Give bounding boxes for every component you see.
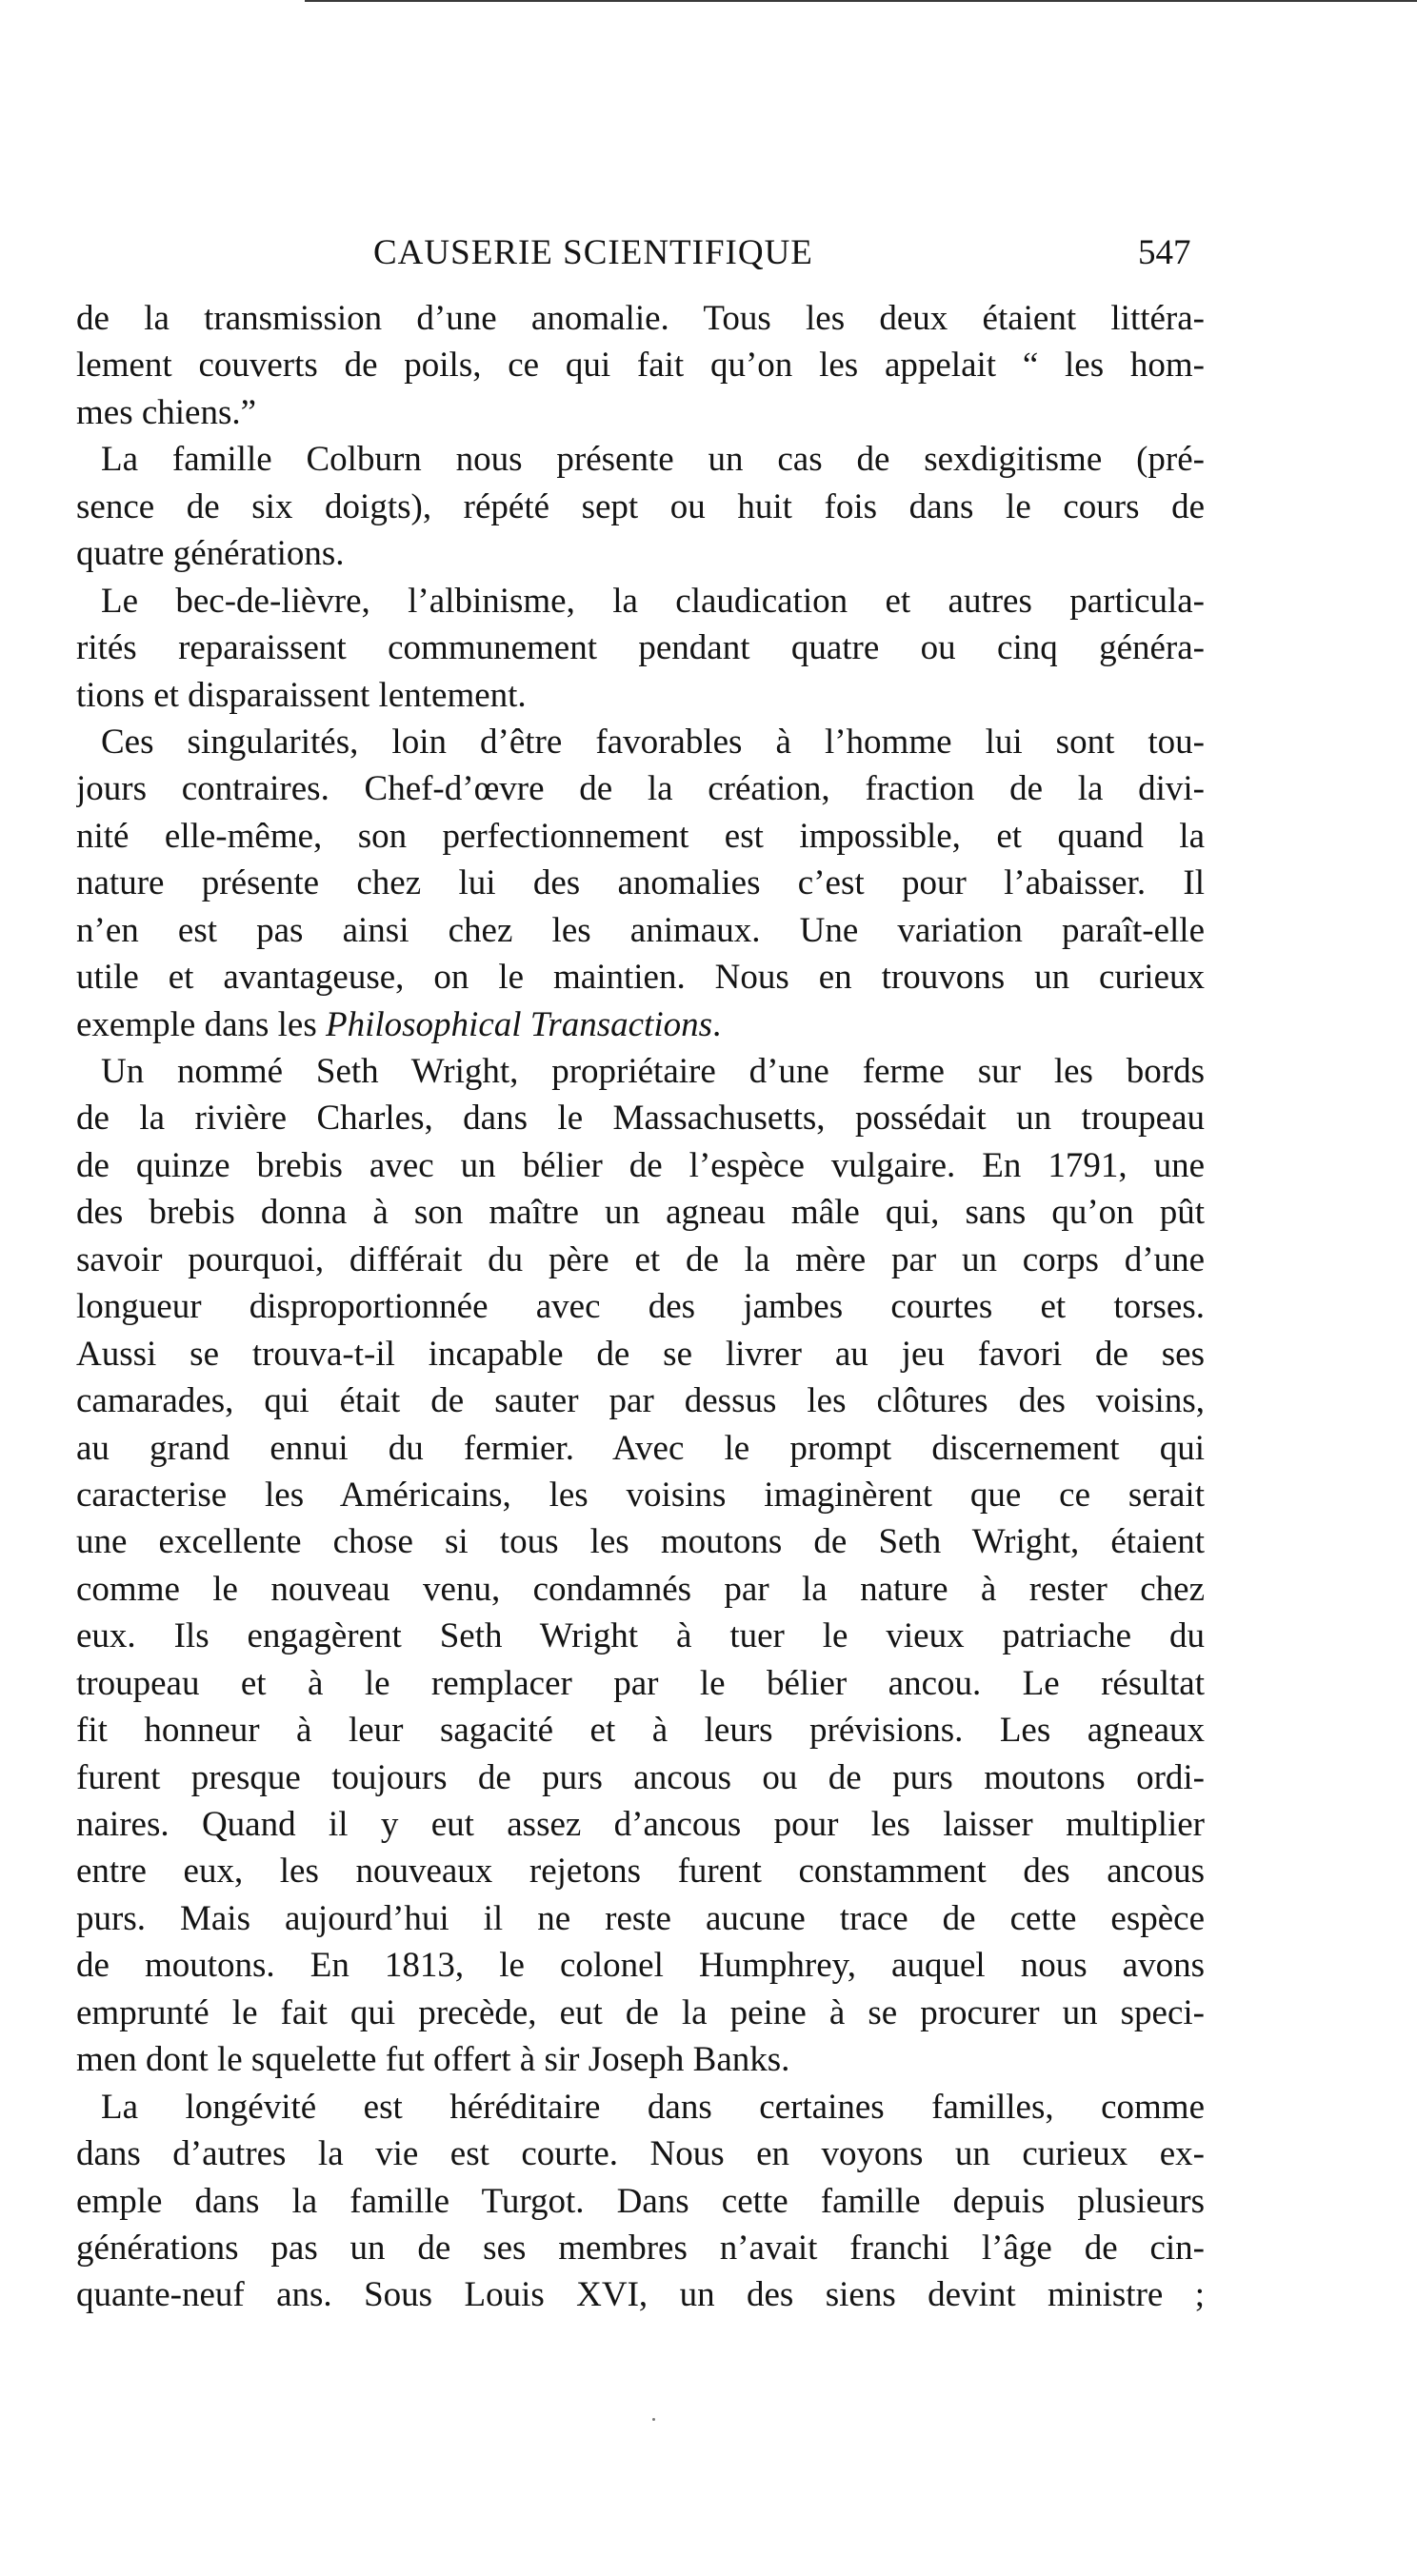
text-line: rités reparaissent communement pendant quatre ou cinq généra- <box>76 628 1205 668</box>
journal-title: Philosophical Transactions <box>326 1004 713 1044</box>
text-line: entre eux, les nouveaux rejetons furent constamment des ancous <box>76 1852 1205 1892</box>
text-line: troupeau et à le remplacer par le bélier ancou. Le résultat <box>76 1663 1205 1703</box>
text-line: La longévité est héréditaire dans certaines familles, comme <box>101 2087 1205 2127</box>
text-line: utile et avantageuse, on le maintien. Nous en trouvons un curieux <box>76 958 1205 998</box>
text-line: générations pas un de ses membres n’avait franchi l’âge de cin- <box>76 2228 1205 2268</box>
top-border-rule <box>305 0 1417 2</box>
text-line: furent presque toujours de purs ancous ou de purs moutons ordi- <box>76 1757 1205 1797</box>
text-line: des brebis donna à son maître un agneau mâle qui, sans qu’on pût <box>76 1193 1205 1233</box>
body-text <box>76 295 1205 2319</box>
text-line: lement couverts de poils, ce qui fait qu’on les appelait “ les hom- <box>76 346 1205 386</box>
text-span: . <box>712 1004 722 1044</box>
text-line: dans d’autres la vie est courte. Nous en voyons un curieux ex- <box>76 2134 1205 2174</box>
text-line: purs. Mais aujourd’hui il ne reste aucune trace de cette espèce <box>76 1898 1205 1938</box>
text-line: eux. Ils engagèrent Seth Wright à tuer le vieux patriache du <box>76 1616 1205 1656</box>
text-line: Aussi se trouva-t-il incapable de se livrer au jeu favori de ses <box>76 1334 1205 1374</box>
text-line: sence de six doigts), répété sept ou huit fois dans le cours de <box>76 486 1205 526</box>
text-line: nité elle-même, son perfectionnement est impossible, et quand la <box>76 816 1205 856</box>
text-line: au grand ennui du fermier. Avec le prompt discernement qui <box>76 1428 1205 1468</box>
text-line: Un nommé Seth Wright, propriétaire d’une ferme sur les bords <box>101 1052 1205 1091</box>
text-line: quatre générations. <box>76 534 345 574</box>
text-line <box>76 1001 1205 1048</box>
text-line: camarades, qui était de sauter par dessus les clôtures des voisins, <box>76 1381 1205 1421</box>
text-line: emple dans la famille Turgot. Dans cette famille depuis plusieurs <box>76 2181 1205 2221</box>
text-line: de moutons. En 1813, le colonel Humphrey, auquel nous avons <box>76 1946 1205 1986</box>
text-line: n’en est pas ainsi chez les animaux. Une variation paraît-elle <box>76 910 1205 950</box>
text-line: naires. Quand il y eut assez d’ancous pour les laisser multiplier <box>76 1805 1205 1844</box>
text-line: jours contraires. Chef-d’œvre de la création, fraction de la divi- <box>76 769 1205 809</box>
text-line: men dont le squelette fut offert à sir Joseph Banks. <box>76 2040 790 2080</box>
text-line: Le bec-de-lièvre, l’albinisme, la claudication et autres particula- <box>101 581 1205 621</box>
running-head-title: CAUSERIE SCIENTIFIQUE <box>373 233 813 272</box>
text-span: exemple dans les <box>76 1004 326 1044</box>
text-line: une excellente chose si tous les moutons de Seth Wright, étaient <box>76 1522 1205 1562</box>
text-line: de quinze brebis avec un bélier de l’espèce vulgaire. En 1791, une <box>76 1145 1205 1185</box>
text-line: quante-neuf ans. Sous Louis XVI, un des siens devint ministre ; <box>76 2275 1205 2315</box>
text-line: tions et disparaissent lentement. <box>76 675 527 715</box>
text-line: comme le nouveau venu, condamnés par la nature à rester chez <box>76 1569 1205 1609</box>
ink-speck <box>652 2418 655 2421</box>
page-number: 547 <box>1138 233 1191 272</box>
text-line: de la rivière Charles, dans le Massachusetts, possédait un troupeau <box>76 1099 1205 1139</box>
text-line: fit honneur à leur sagacité et à leurs prévisions. Les agneaux <box>76 1711 1205 1751</box>
text-line: longueur disproportionnée avec des jambes courtes et torses. <box>76 1287 1205 1327</box>
text-line: caracterise les Américains, les voisins imaginèrent que ce serait <box>76 1475 1205 1515</box>
text-line: de la transmission d’une anomalie. Tous les deux étaient littéra- <box>76 299 1205 338</box>
text-line: nature présente chez lui des anomalies c’est pour l’abaisser. Il <box>76 863 1205 903</box>
text-line: Ces singularités, loin d’être favorables à l’homme lui sont tou- <box>101 722 1205 762</box>
text-line: emprunté le fait qui precède, eut de la peine à se procurer un speci- <box>76 1992 1205 2032</box>
text-line: mes chiens.” <box>76 392 257 432</box>
text-line: savoir pourquoi, différait du père et de la mère par un corps d’une <box>76 1239 1205 1279</box>
text-line: La famille Colburn nous présente un cas de sexdigitisme (pré- <box>101 440 1205 480</box>
